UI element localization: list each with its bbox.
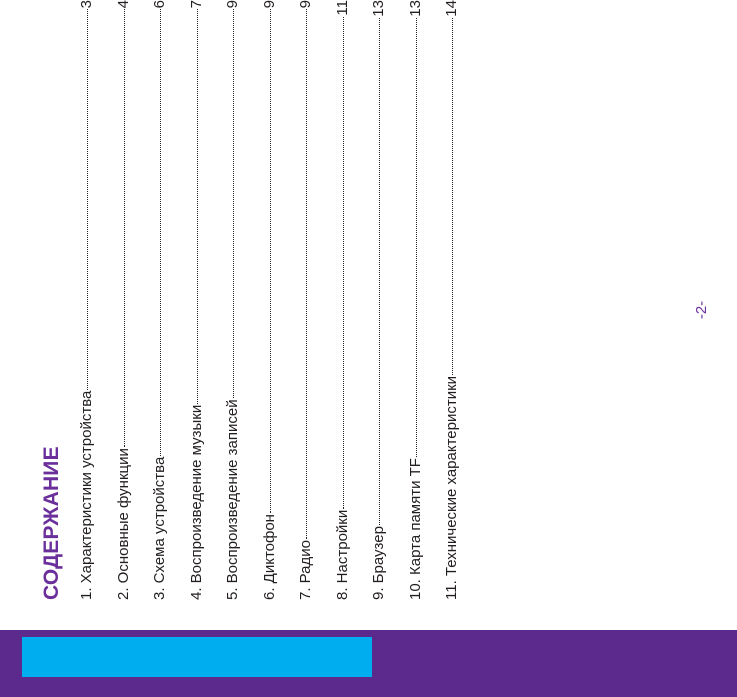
toc-entry-page: 13 xyxy=(406,0,424,17)
toc-leader-dots xyxy=(416,18,417,457)
toc-leader-dots xyxy=(452,18,453,375)
toc-entry-page: 6 xyxy=(151,0,168,9)
toc-entry[interactable] xyxy=(78,0,115,600)
toc-entry-title: 2. Основные функции xyxy=(114,448,132,600)
toc-entry-page: 4 xyxy=(114,0,132,9)
page-heading: СОДЕРЖАНИЕ xyxy=(40,446,63,600)
table-of-contents xyxy=(78,0,480,600)
toc-leader-dots xyxy=(343,17,344,509)
toc-entry[interactable] xyxy=(261,0,298,600)
toc-entry-page: 9 xyxy=(297,0,314,9)
toc-leader-dots xyxy=(87,9,88,389)
footer-accent-bar xyxy=(22,637,372,677)
toc-entry-page: 9 xyxy=(224,0,241,9)
toc-leader-dots xyxy=(233,9,234,398)
toc-entry-page: 9 xyxy=(260,0,278,9)
toc-entry[interactable] xyxy=(224,0,261,600)
toc-entry-title: 8. Настройки xyxy=(333,509,351,600)
toc-entry-title: 9. Браузер xyxy=(370,526,387,600)
toc-entry[interactable] xyxy=(188,0,225,600)
toc-entry[interactable] xyxy=(297,0,334,600)
toc-leader-dots xyxy=(197,9,198,403)
toc-entry[interactable] xyxy=(115,0,152,600)
toc-entry-title: 6. Диктофон xyxy=(260,514,278,600)
toc-leader-dots xyxy=(306,9,307,539)
toc-entry-title: 10. Карта памяти TF xyxy=(406,458,424,600)
toc-entry-title: 5. Воспроизведение записей xyxy=(224,399,241,600)
toc-entry-title: 1. Характеристики устройства xyxy=(78,390,95,600)
toc-entry-page: 13 xyxy=(370,0,387,17)
toc-entry-title: 11. Технические характеристики xyxy=(443,375,460,600)
toc-entry-page: 7 xyxy=(187,0,205,9)
toc-leader-dots xyxy=(124,9,125,447)
toc-entry[interactable] xyxy=(334,0,371,600)
toc-entry-title: 3. Схема устройства xyxy=(151,456,168,600)
toc-entry-page: 14 xyxy=(443,0,460,17)
toc-entry[interactable] xyxy=(407,0,444,600)
toc-leader-dots xyxy=(270,9,271,513)
toc-entry-page: 11 xyxy=(333,0,351,16)
toc-entry-page: 3 xyxy=(78,0,95,9)
toc-entry-title: 7. Радио xyxy=(297,540,314,600)
toc-entry[interactable] xyxy=(443,0,480,600)
toc-entry[interactable] xyxy=(151,0,188,600)
toc-entry-title: 4. Воспроизведение музыки xyxy=(187,404,205,600)
toc-entry[interactable] xyxy=(370,0,407,600)
toc-leader-dots xyxy=(379,18,380,525)
page-number: -2- xyxy=(693,300,710,320)
toc-leader-dots xyxy=(160,9,161,455)
